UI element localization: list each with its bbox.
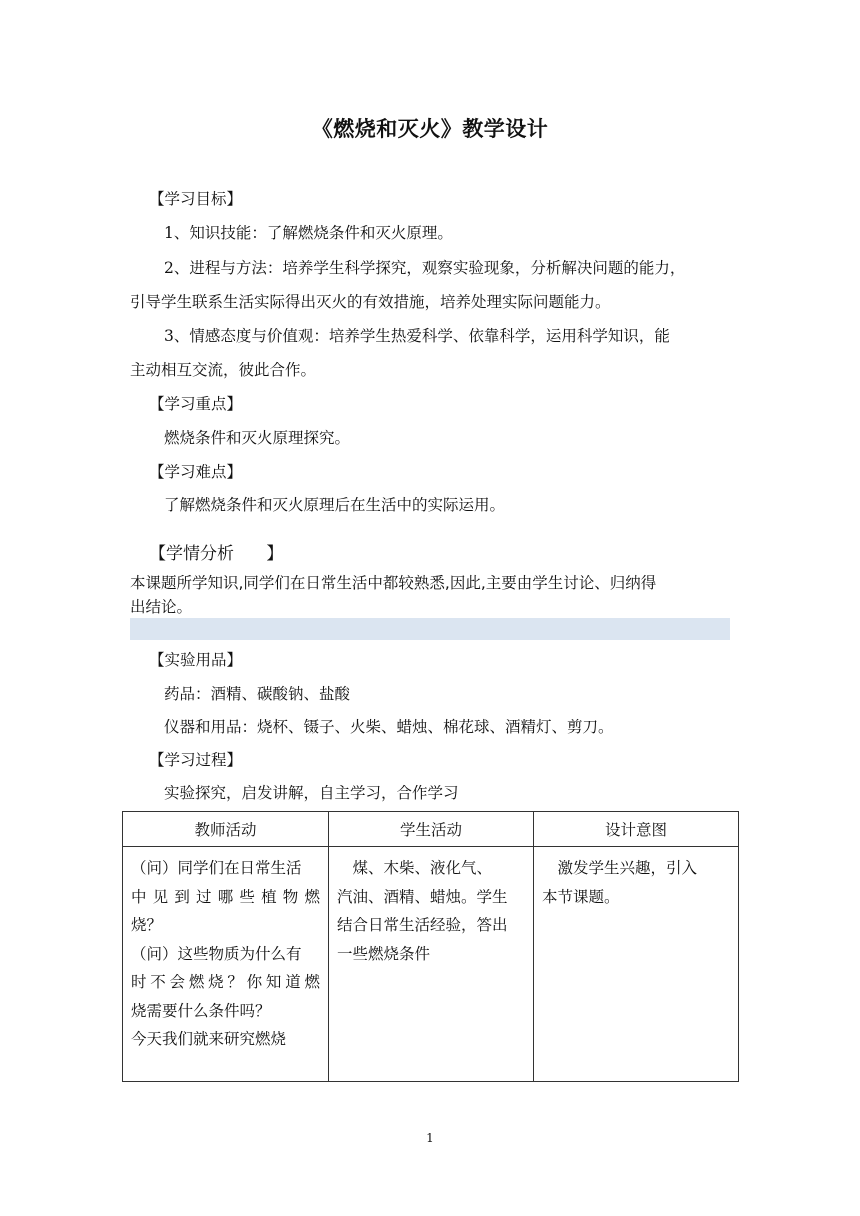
process-heading: 【学习过程】: [149, 751, 243, 769]
materials-chemicals: 药品：酒精、碳酸钠、盐酸: [164, 685, 351, 703]
objective-attitude-line1: 3、情感态度与价值观：培养学生热爱科学、依靠科学，运用科学知识，能: [164, 327, 670, 345]
teacher-line: 烧？: [131, 916, 163, 934]
teacher-line: 今天我们就来研究燃烧: [131, 1030, 287, 1048]
process-method: 实验探究，启发讲解，自主学习，合作学习: [164, 784, 459, 802]
student-activity-cell: [329, 847, 534, 1082]
difficulties-heading: 【学习难点】: [149, 463, 243, 481]
materials-heading: 【实验用品】: [149, 651, 243, 669]
analysis-heading: 【学情分析 】: [149, 544, 284, 564]
table-header-row: [123, 812, 739, 847]
column-header-intent: 设计意图: [534, 812, 739, 847]
student-line: 汽油、酒精、蜡烛。学生: [337, 887, 508, 906]
table-row: [123, 847, 739, 1082]
analysis-line1: 本课题所学知识,同学们在日常生活中都较熟悉,因此,主要由学生讨论、归纳得: [130, 574, 657, 592]
process-table: [122, 811, 739, 1082]
intent-line: 激发学生兴趣，引入: [542, 859, 698, 877]
column-header-student: 学生活动: [329, 812, 534, 847]
student-line: 结合日常生活经验，答出: [337, 916, 508, 934]
page-number: 1: [426, 1131, 434, 1145]
objectives-heading: 【学习目标】: [149, 190, 243, 208]
teacher-line: 时不会燃烧？你知道燃: [131, 973, 320, 991]
objective-attitude-line2: 主动相互交流，彼此合作。: [130, 361, 317, 379]
key-points-heading: 【学习重点】: [149, 395, 243, 413]
difficulties-text: 了解燃烧条件和灭火原理后在生活中的实际运用。: [164, 496, 506, 514]
key-points-text: 燃烧条件和灭火原理探究。: [164, 429, 351, 447]
objective-process-line2: 引导学生联系生活实际得出灭火的有效措施，培养处理实际问题能力。: [130, 293, 611, 311]
student-line: 一些燃烧条件: [337, 944, 431, 963]
teacher-line: 烧需要什么条件吗？: [131, 1001, 271, 1020]
analysis-line2: 出结论。: [130, 598, 193, 616]
design-intent-cell: [534, 847, 739, 1082]
student-line: 煤、木柴、液化气、: [337, 859, 493, 877]
teacher-activity-cell: [123, 847, 329, 1082]
document-title: 《燃烧和灭火》教学设计: [311, 117, 549, 141]
materials-equipment: 仪器和用品：烧杯、镊子、火柴、蜡烛、棉花球、酒精灯、剪刀。: [164, 718, 614, 736]
teacher-line: （问）同学们在日常生活: [131, 859, 302, 877]
intent-line: 本节课题。: [542, 887, 620, 906]
column-header-teacher: 教师活动: [123, 812, 329, 847]
objective-process-line1: 2、进程与方法：培养学生科学探究，观察实验现象，分析解决问题的能力，: [164, 259, 686, 277]
teacher-line: （问）这些物质为什么有: [131, 944, 302, 963]
shaded-divider: [130, 618, 730, 640]
objective-knowledge: 1、知识技能：了解燃烧条件和灭火原理。: [164, 224, 453, 242]
teacher-line: 中见到过哪些植物燃: [131, 887, 320, 906]
